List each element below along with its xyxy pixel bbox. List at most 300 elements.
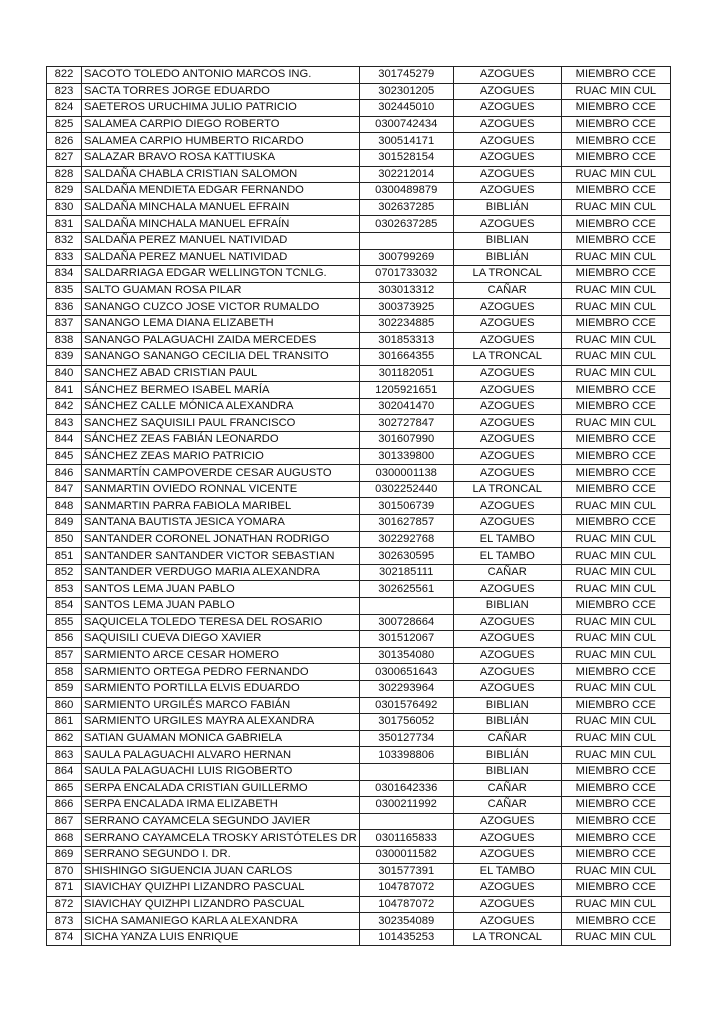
- row-number-cell: 836: [47, 299, 82, 316]
- id-number-cell: [359, 763, 453, 780]
- row-number-cell: 870: [47, 863, 82, 880]
- member-name-cell: SÁNCHEZ ZEAS MARIO PATRICIO: [82, 448, 360, 465]
- id-number-cell: 301627857: [359, 515, 453, 532]
- id-number-cell: 303013312: [359, 282, 453, 299]
- row-number-cell: 838: [47, 332, 82, 349]
- id-number-cell: 0300489879: [359, 183, 453, 200]
- row-number-cell: 850: [47, 531, 82, 548]
- table-row: [47, 830, 671, 847]
- city-cell: LA TRONCAL: [453, 481, 561, 498]
- table-row: [47, 481, 671, 498]
- city-cell: AZOGUES: [453, 67, 561, 84]
- city-cell: AZOGUES: [453, 664, 561, 681]
- member-name-cell: SALDAÑA MINCHALA MANUEL EFRAIN: [82, 199, 360, 216]
- table-row: [47, 315, 671, 332]
- member-group-cell: RUAC MIN CUL: [561, 83, 670, 100]
- row-number-cell: 822: [47, 67, 82, 84]
- table-row: [47, 813, 671, 830]
- registry-page: [46, 66, 671, 946]
- member-group-cell: MIEMBRO CCE: [561, 780, 670, 797]
- id-number-cell: 300514171: [359, 133, 453, 150]
- table-row: [47, 415, 671, 432]
- row-number-cell: 841: [47, 382, 82, 399]
- member-name-cell: SALDAÑA CHABLA CRISTIAN SALOMON: [82, 166, 360, 183]
- member-group-cell: MIEMBRO CCE: [561, 797, 670, 814]
- member-group-cell: RUAC MIN CUL: [561, 896, 670, 913]
- member-group-cell: RUAC MIN CUL: [561, 631, 670, 648]
- row-number-cell: 845: [47, 448, 82, 465]
- row-number-cell: 868: [47, 830, 82, 847]
- member-group-cell: MIEMBRO CCE: [561, 100, 670, 117]
- id-number-cell: 350127734: [359, 730, 453, 747]
- member-group-cell: MIEMBRO CCE: [561, 664, 670, 681]
- member-group-cell: RUAC MIN CUL: [561, 365, 670, 382]
- id-number-cell: 0301165833: [359, 830, 453, 847]
- row-number-cell: 867: [47, 813, 82, 830]
- row-number-cell: 865: [47, 780, 82, 797]
- id-number-cell: 301506739: [359, 498, 453, 515]
- member-name-cell: SARMIENTO URGILÉS MARCO FABIÁN: [82, 697, 360, 714]
- member-name-cell: SACTA TORRES JORGE EDUARDO: [82, 83, 360, 100]
- table-row: [47, 747, 671, 764]
- city-cell: CAÑAR: [453, 282, 561, 299]
- id-number-cell: 301512067: [359, 631, 453, 648]
- id-number-cell: 301339800: [359, 448, 453, 465]
- member-name-cell: SARMIENTO PORTILLA ELVIS EDUARDO: [82, 680, 360, 697]
- table-row: [47, 581, 671, 598]
- id-number-cell: 302041470: [359, 398, 453, 415]
- member-name-cell: SALDAÑA MENDIETA EDGAR FERNANDO: [82, 183, 360, 200]
- table-row: [47, 846, 671, 863]
- city-cell: EL TAMBO: [453, 548, 561, 565]
- row-number-cell: 859: [47, 680, 82, 697]
- row-number-cell: 852: [47, 564, 82, 581]
- id-number-cell: 302630595: [359, 548, 453, 565]
- table-row: [47, 515, 671, 532]
- city-cell: AZOGUES: [453, 100, 561, 117]
- member-group-cell: RUAC MIN CUL: [561, 199, 670, 216]
- city-cell: AZOGUES: [453, 116, 561, 133]
- member-group-cell: MIEMBRO CCE: [561, 465, 670, 482]
- city-cell: AZOGUES: [453, 515, 561, 532]
- id-number-cell: 302212014: [359, 166, 453, 183]
- member-name-cell: SAQUISILI CUEVA DIEGO XAVIER: [82, 631, 360, 648]
- member-group-cell: RUAC MIN CUL: [561, 282, 670, 299]
- row-number-cell: 856: [47, 631, 82, 648]
- member-name-cell: SANCHEZ ABAD CRISTIAN PAUL: [82, 365, 360, 382]
- city-cell: AZOGUES: [453, 448, 561, 465]
- id-number-cell: 0301642336: [359, 780, 453, 797]
- city-cell: AZOGUES: [453, 415, 561, 432]
- member-name-cell: SANMARTIN OVIEDO RONNAL VICENTE: [82, 481, 360, 498]
- id-number-cell: [359, 813, 453, 830]
- id-number-cell: 302637285: [359, 199, 453, 216]
- id-number-cell: 302185111: [359, 564, 453, 581]
- member-group-cell: MIEMBRO CCE: [561, 382, 670, 399]
- registry-table-body: [47, 67, 671, 946]
- member-group-cell: MIEMBRO CCE: [561, 266, 670, 283]
- id-number-cell: 302234885: [359, 315, 453, 332]
- table-row: [47, 714, 671, 731]
- city-cell: AZOGUES: [453, 614, 561, 631]
- row-number-cell: 824: [47, 100, 82, 117]
- member-name-cell: SANMARTÍN CAMPOVERDE CESAR AUGUSTO: [82, 465, 360, 482]
- member-name-cell: SALDAÑA PEREZ MANUEL NATIVIDAD: [82, 232, 360, 249]
- member-group-cell: RUAC MIN CUL: [561, 349, 670, 366]
- member-group-cell: MIEMBRO CCE: [561, 232, 670, 249]
- row-number-cell: 857: [47, 647, 82, 664]
- member-name-cell: SERPA ENCALADA CRISTIAN GUILLERMO: [82, 780, 360, 797]
- id-number-cell: 0300742434: [359, 116, 453, 133]
- row-number-cell: 872: [47, 896, 82, 913]
- member-name-cell: SALDAÑA PEREZ MANUEL NATIVIDAD: [82, 249, 360, 266]
- table-row: [47, 365, 671, 382]
- id-number-cell: 300799269: [359, 249, 453, 266]
- row-number-cell: 837: [47, 315, 82, 332]
- city-cell: AZOGUES: [453, 83, 561, 100]
- city-cell: LA TRONCAL: [453, 266, 561, 283]
- id-number-cell: 301528154: [359, 149, 453, 166]
- member-group-cell: MIEMBRO CCE: [561, 149, 670, 166]
- id-number-cell: 1205921651: [359, 382, 453, 399]
- member-name-cell: SANTANDER SANTANDER VICTOR SEBASTIAN: [82, 548, 360, 565]
- member-group-cell: MIEMBRO CCE: [561, 67, 670, 84]
- table-row: [47, 548, 671, 565]
- id-number-cell: 302445010: [359, 100, 453, 117]
- city-cell: AZOGUES: [453, 680, 561, 697]
- table-row: [47, 929, 671, 946]
- city-cell: AZOGUES: [453, 149, 561, 166]
- row-number-cell: 827: [47, 149, 82, 166]
- member-name-cell: SANTANA BAUTISTA JESICA YOMARA: [82, 515, 360, 532]
- member-name-cell: SALAZAR BRAVO ROSA KATTIUSKA: [82, 149, 360, 166]
- member-group-cell: MIEMBRO CCE: [561, 846, 670, 863]
- table-row: [47, 199, 671, 216]
- row-number-cell: 866: [47, 797, 82, 814]
- member-group-cell: RUAC MIN CUL: [561, 531, 670, 548]
- member-name-cell: SÁNCHEZ CALLE MÓNICA ALEXANDRA: [82, 398, 360, 415]
- id-number-cell: 0300011582: [359, 846, 453, 863]
- member-group-cell: MIEMBRO CCE: [561, 133, 670, 150]
- member-name-cell: SANANGO CUZCO JOSE VICTOR RUMALDO: [82, 299, 360, 316]
- table-row: [47, 498, 671, 515]
- member-group-cell: RUAC MIN CUL: [561, 714, 670, 731]
- table-row: [47, 880, 671, 897]
- id-number-cell: [359, 598, 453, 615]
- id-number-cell: 101435253: [359, 929, 453, 946]
- member-group-cell: MIEMBRO CCE: [561, 813, 670, 830]
- table-row: [47, 166, 671, 183]
- id-number-cell: 302293964: [359, 680, 453, 697]
- table-row: [47, 564, 671, 581]
- city-cell: AZOGUES: [453, 647, 561, 664]
- city-cell: LA TRONCAL: [453, 349, 561, 366]
- member-group-cell: MIEMBRO CCE: [561, 216, 670, 233]
- member-group-cell: MIEMBRO CCE: [561, 598, 670, 615]
- member-group-cell: RUAC MIN CUL: [561, 647, 670, 664]
- city-cell: EL TAMBO: [453, 531, 561, 548]
- member-group-cell: MIEMBRO CCE: [561, 398, 670, 415]
- row-number-cell: 842: [47, 398, 82, 415]
- table-row: [47, 332, 671, 349]
- row-number-cell: 825: [47, 116, 82, 133]
- city-cell: BIBLIÁN: [453, 747, 561, 764]
- table-row: [47, 913, 671, 930]
- member-name-cell: SAQUICELA TOLEDO TERESA DEL ROSARIO: [82, 614, 360, 631]
- member-name-cell: SANMARTIN PARRA FABIOLA MARIBEL: [82, 498, 360, 515]
- row-number-cell: 869: [47, 846, 82, 863]
- member-name-cell: SHISHINGO SIGUENCIA JUAN CARLOS: [82, 863, 360, 880]
- member-name-cell: SICHA SAMANIEGO KARLA ALEXANDRA: [82, 913, 360, 930]
- member-name-cell: SARMIENTO ORTEGA PEDRO FERNANDO: [82, 664, 360, 681]
- city-cell: AZOGUES: [453, 846, 561, 863]
- row-number-cell: 829: [47, 183, 82, 200]
- member-name-cell: SICHA YANZA LUIS ENRIQUE: [82, 929, 360, 946]
- member-name-cell: SALDARRIAGA EDGAR WELLINGTON TCNLG.: [82, 266, 360, 283]
- city-cell: AZOGUES: [453, 365, 561, 382]
- row-number-cell: 832: [47, 232, 82, 249]
- city-cell: AZOGUES: [453, 631, 561, 648]
- table-row: [47, 863, 671, 880]
- id-number-cell: 301354080: [359, 647, 453, 664]
- table-row: [47, 133, 671, 150]
- member-name-cell: SERPA ENCALADA IRMA ELIZABETH: [82, 797, 360, 814]
- table-row: [47, 100, 671, 117]
- member-name-cell: SARMIENTO ARCE CESAR HOMERO: [82, 647, 360, 664]
- row-number-cell: 826: [47, 133, 82, 150]
- table-row: [47, 216, 671, 233]
- member-group-cell: MIEMBRO CCE: [561, 448, 670, 465]
- member-group-cell: MIEMBRO CCE: [561, 697, 670, 714]
- table-row: [47, 349, 671, 366]
- member-group-cell: MIEMBRO CCE: [561, 913, 670, 930]
- member-group-cell: RUAC MIN CUL: [561, 548, 670, 565]
- registry-table: [46, 66, 671, 946]
- member-group-cell: RUAC MIN CUL: [561, 747, 670, 764]
- member-name-cell: SALTO GUAMAN ROSA PILAR: [82, 282, 360, 299]
- city-cell: CAÑAR: [453, 780, 561, 797]
- row-number-cell: 844: [47, 432, 82, 449]
- id-number-cell: 301664355: [359, 349, 453, 366]
- row-number-cell: 831: [47, 216, 82, 233]
- city-cell: AZOGUES: [453, 183, 561, 200]
- member-group-cell: MIEMBRO CCE: [561, 481, 670, 498]
- city-cell: AZOGUES: [453, 398, 561, 415]
- member-group-cell: RUAC MIN CUL: [561, 415, 670, 432]
- city-cell: AZOGUES: [453, 216, 561, 233]
- member-group-cell: MIEMBRO CCE: [561, 183, 670, 200]
- member-group-cell: RUAC MIN CUL: [561, 498, 670, 515]
- member-name-cell: SALAMEA CARPIO HUMBERTO RICARDO: [82, 133, 360, 150]
- member-name-cell: SANTANDER VERDUGO MARIA ALEXANDRA: [82, 564, 360, 581]
- city-cell: AZOGUES: [453, 133, 561, 150]
- member-group-cell: RUAC MIN CUL: [561, 863, 670, 880]
- city-cell: AZOGUES: [453, 813, 561, 830]
- table-row: [47, 614, 671, 631]
- id-number-cell: 0301576492: [359, 697, 453, 714]
- row-number-cell: 855: [47, 614, 82, 631]
- row-number-cell: 854: [47, 598, 82, 615]
- row-number-cell: 835: [47, 282, 82, 299]
- member-name-cell: SALDAÑA MINCHALA MANUEL EFRAÍN: [82, 216, 360, 233]
- table-row: [47, 149, 671, 166]
- city-cell: AZOGUES: [453, 880, 561, 897]
- member-group-cell: RUAC MIN CUL: [561, 332, 670, 349]
- row-number-cell: 860: [47, 697, 82, 714]
- member-name-cell: SANCHEZ SAQUISILI PAUL FRANCISCO: [82, 415, 360, 432]
- member-name-cell: SAULA PALAGUACHI LUIS RIGOBERTO: [82, 763, 360, 780]
- id-number-cell: 0302252440: [359, 481, 453, 498]
- row-number-cell: 861: [47, 714, 82, 731]
- table-row: [47, 730, 671, 747]
- row-number-cell: 871: [47, 880, 82, 897]
- id-number-cell: [359, 232, 453, 249]
- city-cell: AZOGUES: [453, 896, 561, 913]
- city-cell: BIBLIÁN: [453, 199, 561, 216]
- member-group-cell: MIEMBRO CCE: [561, 116, 670, 133]
- member-group-cell: RUAC MIN CUL: [561, 564, 670, 581]
- member-group-cell: RUAC MIN CUL: [561, 614, 670, 631]
- city-cell: BIBLIÁN: [453, 249, 561, 266]
- city-cell: BIBLIAN: [453, 763, 561, 780]
- table-row: [47, 631, 671, 648]
- member-name-cell: SÁNCHEZ ZEAS FABIÁN LEONARDO: [82, 432, 360, 449]
- id-number-cell: 0300001138: [359, 465, 453, 482]
- id-number-cell: 302292768: [359, 531, 453, 548]
- member-name-cell: SIAVICHAY QUIZHPI LIZANDRO PASCUAL: [82, 896, 360, 913]
- member-name-cell: SERRANO CAYAMCELA TROSKY ARISTÓTELES DR: [82, 830, 360, 847]
- member-name-cell: SATIAN GUAMAN MONICA GABRIELA: [82, 730, 360, 747]
- table-row: [47, 249, 671, 266]
- row-number-cell: 823: [47, 83, 82, 100]
- member-group-cell: RUAC MIN CUL: [561, 249, 670, 266]
- id-number-cell: 103398806: [359, 747, 453, 764]
- city-cell: AZOGUES: [453, 299, 561, 316]
- city-cell: BIBLIAN: [453, 232, 561, 249]
- table-row: [47, 598, 671, 615]
- row-number-cell: 873: [47, 913, 82, 930]
- member-name-cell: SANANGO SANANGO CECILIA DEL TRANSITO: [82, 349, 360, 366]
- member-name-cell: SERRANO SEGUNDO I. DR.: [82, 846, 360, 863]
- table-row: [47, 448, 671, 465]
- member-name-cell: SAETEROS URUCHIMA JULIO PATRICIO: [82, 100, 360, 117]
- table-row: [47, 382, 671, 399]
- row-number-cell: 863: [47, 747, 82, 764]
- table-row: [47, 432, 671, 449]
- city-cell: EL TAMBO: [453, 863, 561, 880]
- city-cell: AZOGUES: [453, 465, 561, 482]
- member-group-cell: MIEMBRO CCE: [561, 763, 670, 780]
- id-number-cell: 0300651643: [359, 664, 453, 681]
- table-row: [47, 232, 671, 249]
- member-group-cell: RUAC MIN CUL: [561, 730, 670, 747]
- table-row: [47, 664, 671, 681]
- member-name-cell: SACOTO TOLEDO ANTONIO MARCOS ING.: [82, 67, 360, 84]
- row-number-cell: 853: [47, 581, 82, 598]
- member-name-cell: SANTANDER CORONEL JONATHAN RODRIGO: [82, 531, 360, 548]
- row-number-cell: 846: [47, 465, 82, 482]
- city-cell: BIBLIAN: [453, 697, 561, 714]
- table-row: [47, 282, 671, 299]
- member-name-cell: SANTOS LEMA JUAN PABLO: [82, 581, 360, 598]
- table-row: [47, 647, 671, 664]
- member-name-cell: SANANGO LEMA DIANA ELIZABETH: [82, 315, 360, 332]
- table-row: [47, 266, 671, 283]
- city-cell: AZOGUES: [453, 913, 561, 930]
- row-number-cell: 849: [47, 515, 82, 532]
- id-number-cell: 301745279: [359, 67, 453, 84]
- id-number-cell: 0302637285: [359, 216, 453, 233]
- member-group-cell: RUAC MIN CUL: [561, 581, 670, 598]
- table-row: [47, 531, 671, 548]
- id-number-cell: 302727847: [359, 415, 453, 432]
- member-name-cell: SÁNCHEZ BERMEO ISABEL MARÍA: [82, 382, 360, 399]
- member-group-cell: RUAC MIN CUL: [561, 299, 670, 316]
- member-group-cell: RUAC MIN CUL: [561, 680, 670, 697]
- city-cell: CAÑAR: [453, 730, 561, 747]
- member-name-cell: SANANGO PALAGUACHI ZAIDA MERCEDES: [82, 332, 360, 349]
- table-row: [47, 67, 671, 84]
- member-group-cell: MIEMBRO CCE: [561, 515, 670, 532]
- member-group-cell: MIEMBRO CCE: [561, 880, 670, 897]
- id-number-cell: 301182051: [359, 365, 453, 382]
- row-number-cell: 847: [47, 481, 82, 498]
- city-cell: BIBLIÁN: [453, 714, 561, 731]
- city-cell: AZOGUES: [453, 382, 561, 399]
- table-row: [47, 465, 671, 482]
- row-number-cell: 839: [47, 349, 82, 366]
- table-row: [47, 763, 671, 780]
- member-name-cell: SIAVICHAY QUIZHPI LIZANDRO PASCUAL: [82, 880, 360, 897]
- id-number-cell: 104787072: [359, 880, 453, 897]
- id-number-cell: 301577391: [359, 863, 453, 880]
- table-row: [47, 116, 671, 133]
- member-name-cell: SARMIENTO URGILES MAYRA ALEXANDRA: [82, 714, 360, 731]
- city-cell: AZOGUES: [453, 581, 561, 598]
- row-number-cell: 830: [47, 199, 82, 216]
- table-row: [47, 398, 671, 415]
- member-group-cell: MIEMBRO CCE: [561, 315, 670, 332]
- row-number-cell: 851: [47, 548, 82, 565]
- id-number-cell: 300373925: [359, 299, 453, 316]
- city-cell: CAÑAR: [453, 797, 561, 814]
- row-number-cell: 862: [47, 730, 82, 747]
- id-number-cell: 104787072: [359, 896, 453, 913]
- row-number-cell: 864: [47, 763, 82, 780]
- row-number-cell: 834: [47, 266, 82, 283]
- city-cell: AZOGUES: [453, 315, 561, 332]
- city-cell: AZOGUES: [453, 830, 561, 847]
- table-row: [47, 896, 671, 913]
- id-number-cell: 300728664: [359, 614, 453, 631]
- member-name-cell: SALAMEA CARPIO DIEGO ROBERTO: [82, 116, 360, 133]
- member-name-cell: SAULA PALAGUACHI ALVARO HERNAN: [82, 747, 360, 764]
- table-row: [47, 697, 671, 714]
- row-number-cell: 843: [47, 415, 82, 432]
- city-cell: CAÑAR: [453, 564, 561, 581]
- row-number-cell: 858: [47, 664, 82, 681]
- city-cell: BIBLIAN: [453, 598, 561, 615]
- table-row: [47, 780, 671, 797]
- id-number-cell: 301607990: [359, 432, 453, 449]
- member-group-cell: RUAC MIN CUL: [561, 166, 670, 183]
- member-name-cell: SANTOS LEMA JUAN PABLO: [82, 598, 360, 615]
- table-row: [47, 797, 671, 814]
- id-number-cell: 302625561: [359, 581, 453, 598]
- id-number-cell: 0300211992: [359, 797, 453, 814]
- city-cell: LA TRONCAL: [453, 929, 561, 946]
- city-cell: AZOGUES: [453, 166, 561, 183]
